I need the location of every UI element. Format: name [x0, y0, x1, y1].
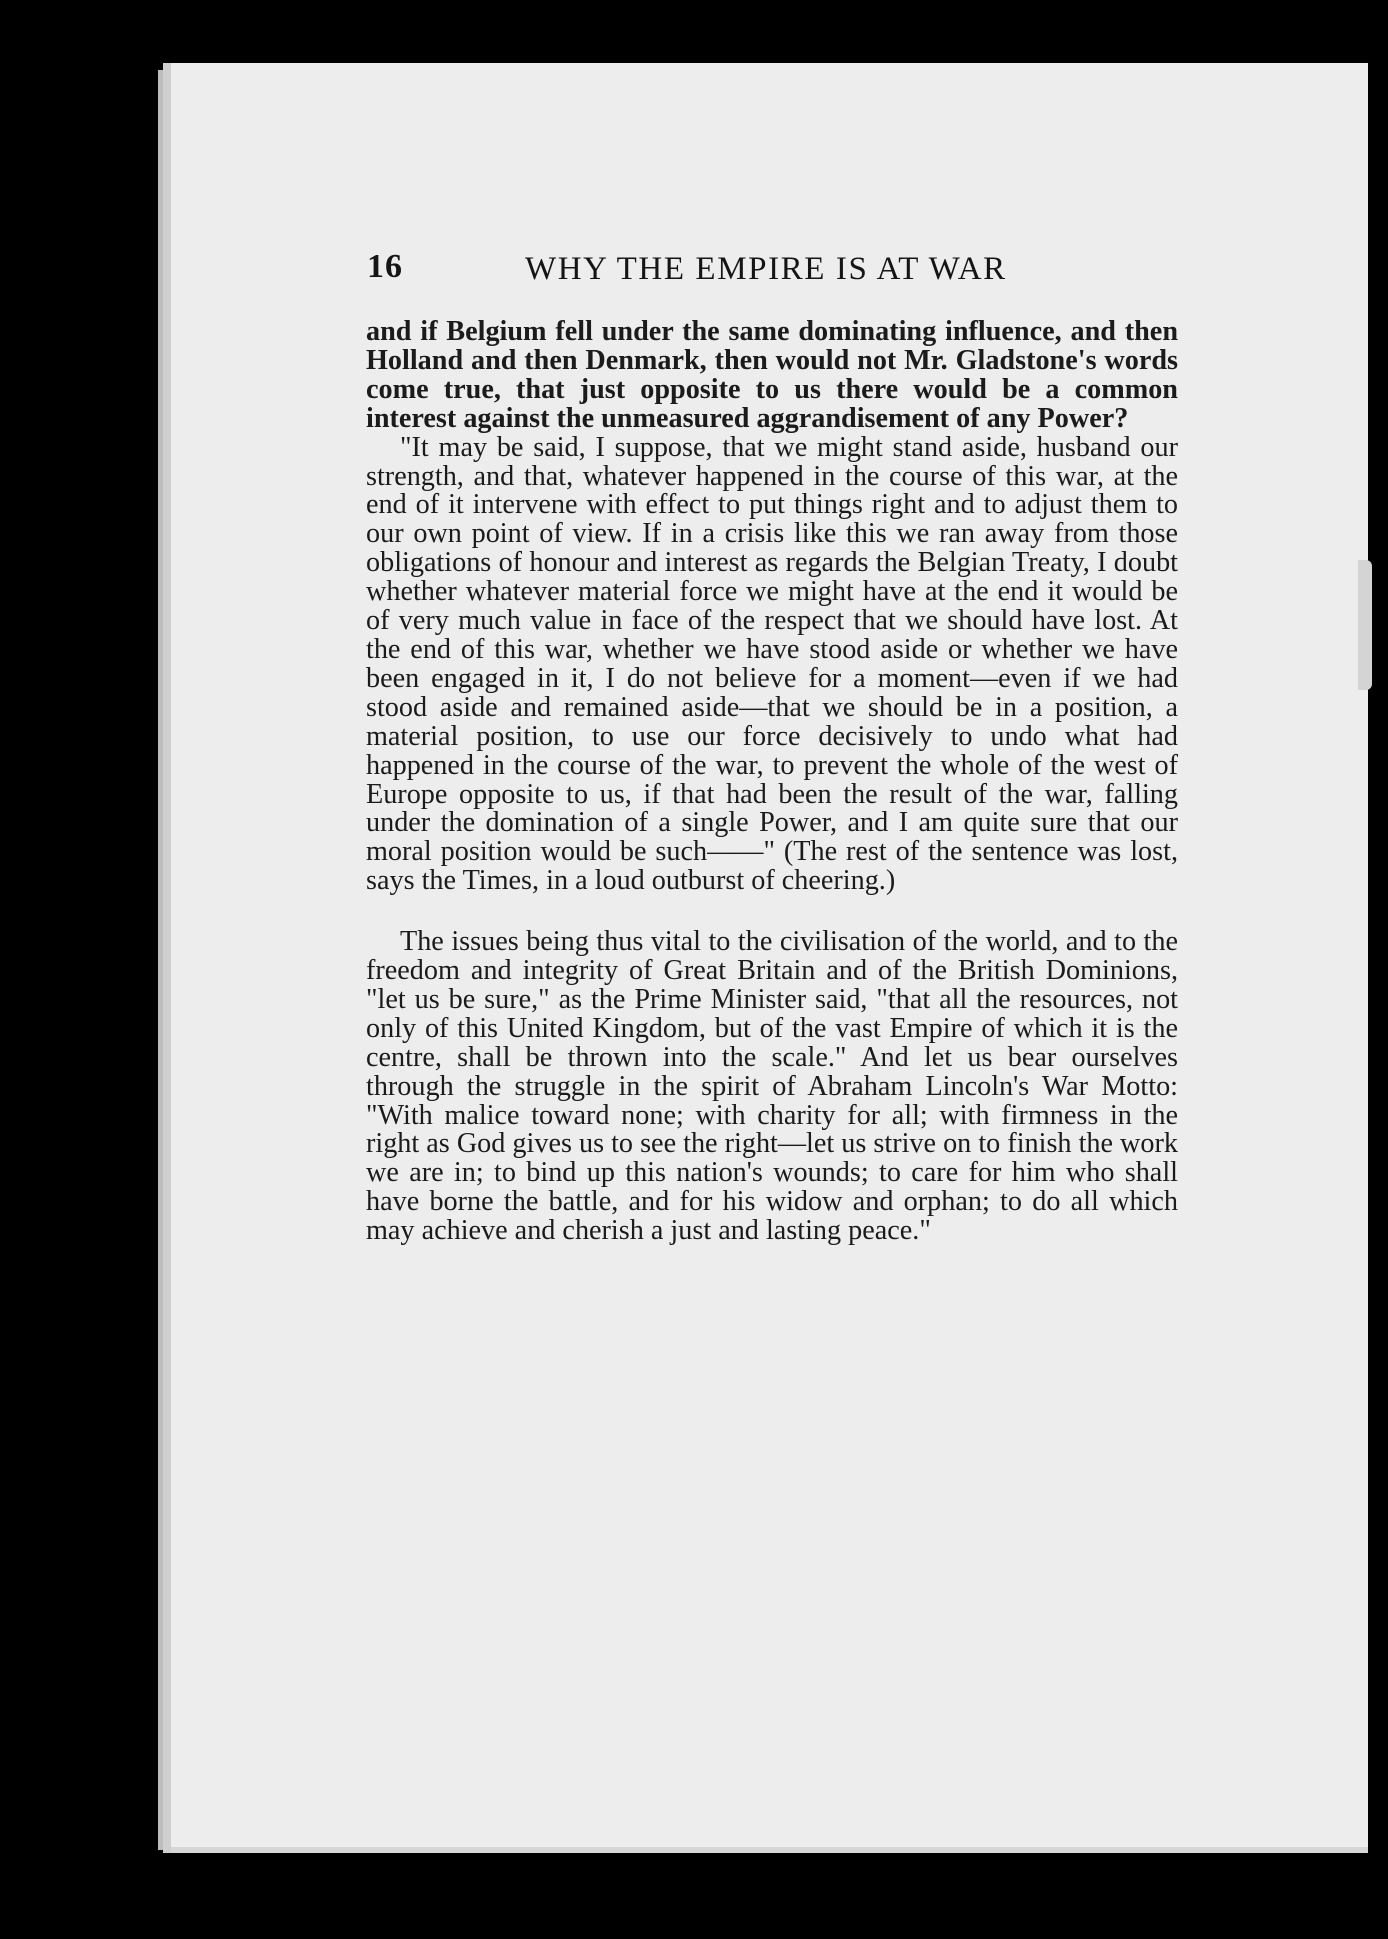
paragraph-belgium: and if Belgium fell under the same dominating influence, and then Holland and then Denmark, then would not Mr. Gladstone's words come true, that just opposite to us there would be a common interest against the unmeasured aggrandisement of any Power?	[366, 316, 1178, 434]
paragraph-conclusion: The issues being thus vital to the civilisation of the world, and to the freedom and integrity of Great Britain and of the British Dominions, "let us be sure," as the Prime Minister said, "that all the resources, not only of this United Kingdom, but of the vast Empire of which it is the centre, shall be thrown into the scale." And let us bear ourselves through the struggle in the spirit of Abraham Lincoln's War Motto: "With malice toward none; with charity for all; with firmness in the right as God gives us to see the right—let us strive on to finish the work we are in; to bind up this nation's wounds; to care for him who shall have borne the battle, and for his widow and orphan; to do all which may achieve and cherish a just and lasting peace."	[366, 926, 1178, 1247]
paragraph-quote: "It may be said, I suppose, that we might stand aside, husband our strength, and that, whatever happened in the course of this war, at the end of it intervene with effect to put things right and to adjust them to our own point of view. If in a crisis like this we ran away from those obligations of honour and interest as regards the Belgian Treaty, I doubt whether whatever material force we might have at the end it would be of very much value in face of the respect that we should have lost. At the end of this war, whether we have stood aside or whether we have been engaged in it, I do not believe for a moment—even if we had stood aside and remained aside—that we should be in a position, a material position, to use our force decisively to undo what had happened in the course of the war, to prevent the whole of the west of Europe opposite to us, if that had been the result of the war, falling under the domination of a single Power, and I am quite sure that our moral position would be such——" (The rest of the sentence was lost, says the Times, in a loud outburst of cheering.)	[366, 431, 1178, 897]
running-head: WHY THE EMPIRE IS AT WAR	[525, 251, 1007, 287]
page-right-edge	[1358, 560, 1372, 690]
body-text	[366, 318, 1178, 1246]
page-header	[367, 248, 1042, 298]
page-number: 16	[367, 248, 403, 285]
